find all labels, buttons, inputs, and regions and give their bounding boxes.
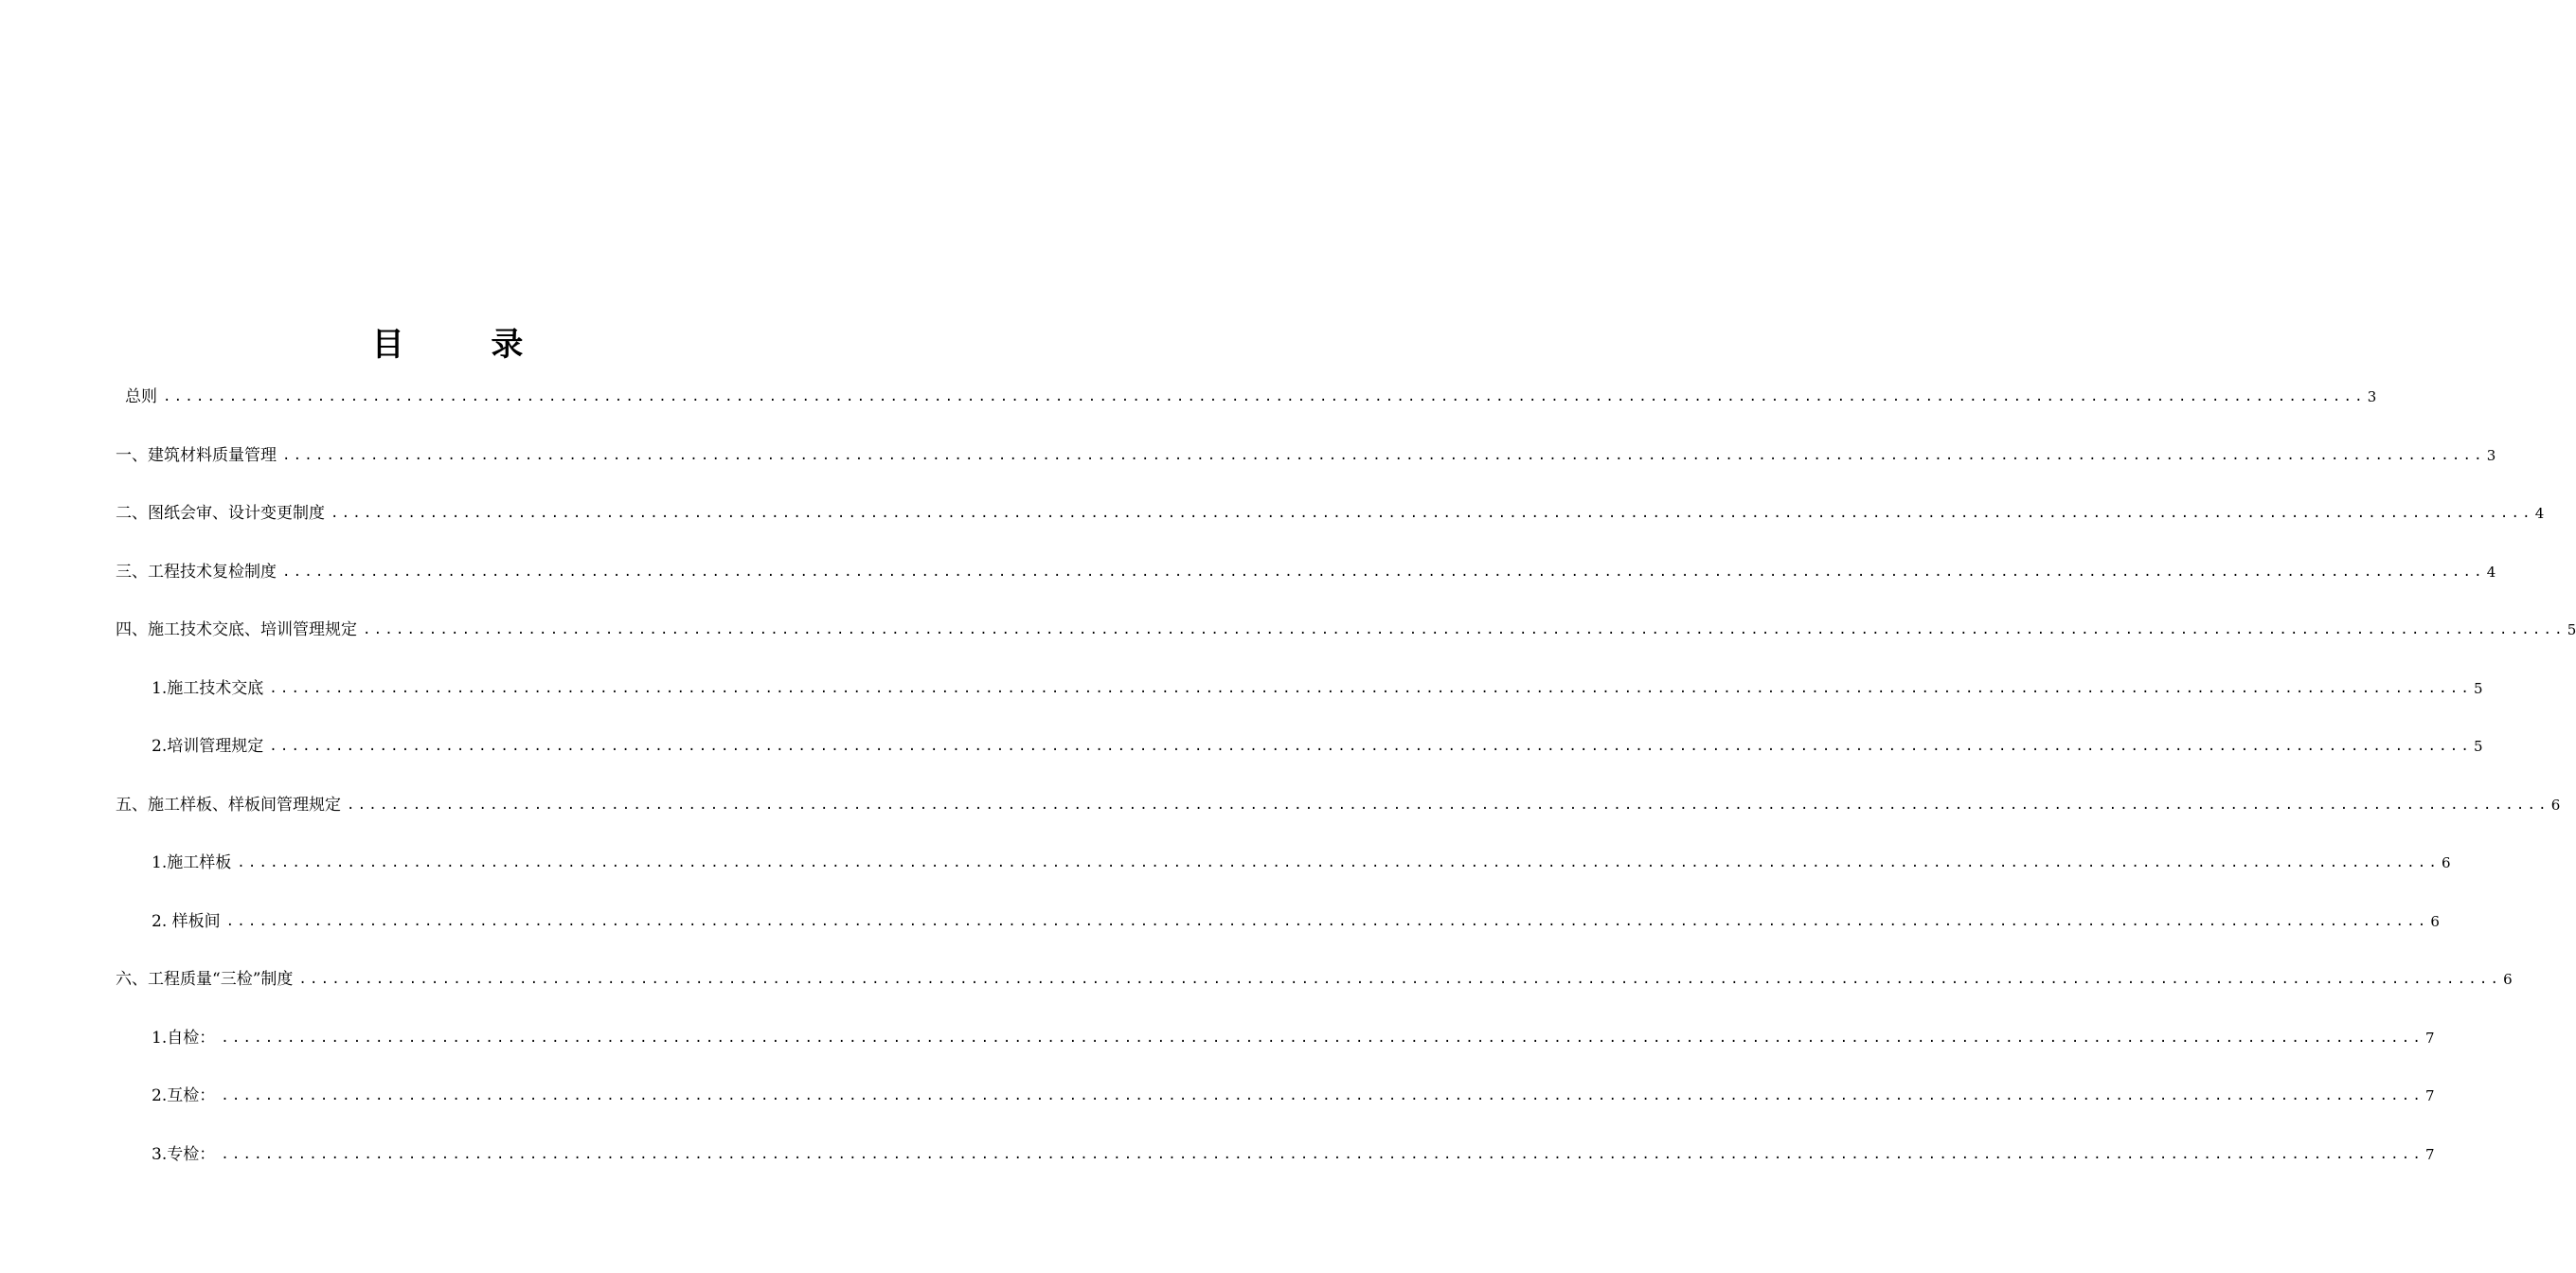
toc-entry-number: 六、 — [116, 970, 148, 989]
toc-entry[interactable] — [152, 1137, 2435, 1165]
toc-dot-leader: ........................................................................................................................................................................................................ — [347, 797, 2549, 813]
toc-entry-page-number: 7 — [2424, 1087, 2435, 1104]
toc-entry[interactable] — [152, 904, 2440, 932]
toc-entry-page-number: 3 — [2367, 388, 2377, 405]
toc-entry-number: 二、 — [116, 504, 148, 523]
toc-entry-number: 四、 — [116, 620, 148, 639]
toc-entry[interactable] — [116, 554, 2496, 583]
toc-dot-leader: ........................................................................................................................................................................................................ — [331, 506, 2533, 521]
toc-entry-page-number: 3 — [2486, 446, 2496, 464]
toc-entry[interactable] — [116, 438, 2496, 466]
toc-entry-page-number: 4 — [2534, 505, 2545, 522]
toc-dot-leader: ........................................................................................................................................................................................................ — [225, 913, 2429, 929]
toc-entry[interactable] — [125, 379, 2377, 407]
toc-entry-label: 施工技术交底、培训管理规定 — [148, 620, 357, 639]
toc-entry-page-number: 6 — [2430, 912, 2440, 930]
toc-dot-leader: ........................................................................................................................................................................................................ — [163, 389, 2366, 404]
toc-entry-label: 1.施工样板 — [152, 853, 232, 872]
toc-dot-leader: ........................................................................................................................................................................................................ — [282, 447, 2485, 463]
toc-entry-label: 图纸会审、设计变更制度 — [148, 504, 325, 523]
toc-entry-label: 3.专检： — [152, 1144, 216, 1164]
toc-entry[interactable] — [152, 845, 2451, 873]
toc-entry-label: 2.培训管理规定 — [152, 737, 264, 756]
toc-entry-page-number: 6 — [2441, 854, 2451, 871]
toc-title: 目 录 — [371, 326, 562, 364]
toc-entry-page-number: 5 — [2473, 679, 2483, 697]
toc-entry-label: 工程质量“三检”制度 — [148, 970, 294, 989]
toc-entry[interactable] — [152, 1020, 2435, 1049]
toc-entry[interactable] — [116, 495, 2545, 524]
toc-entry-page-number: 6 — [2550, 796, 2561, 814]
toc-entry-number: 一、 — [116, 445, 148, 465]
toc-dot-leader: ........................................................................................................................................................................................................ — [237, 855, 2440, 870]
toc-entry[interactable] — [116, 961, 2513, 990]
toc-entry-label: 1.施工技术交底 — [152, 678, 264, 698]
toc-entry-label: 建筑材料质量管理 — [148, 445, 277, 465]
toc-entry-page-number: 5 — [2567, 621, 2576, 638]
toc-entry[interactable] — [116, 787, 2561, 816]
toc-entry-page-number: 6 — [2503, 971, 2513, 988]
toc-entry-label: 2.互检： — [152, 1086, 216, 1105]
toc-entry-label: 工程技术复检制度 — [148, 562, 277, 582]
toc-dot-leader: ........................................................................................................................................................................................................ — [269, 680, 2472, 696]
toc-entry[interactable] — [152, 671, 2483, 699]
toc-entry-page-number: 7 — [2424, 1145, 2435, 1163]
toc-dot-leader: ........................................................................................................................................................................................................ — [363, 622, 2566, 637]
toc-entry-page-number: 7 — [2424, 1029, 2435, 1047]
toc-entry-label: 总则 — [125, 387, 157, 406]
toc-entry-page-number: 5 — [2473, 738, 2483, 755]
toc-entry-page-number: 4 — [2486, 563, 2496, 581]
toc-entry-number: 五、 — [116, 795, 148, 815]
toc-entry-label: 2. 样板间 — [152, 911, 221, 931]
toc-entry-label: 1.自检： — [152, 1028, 216, 1048]
toc-dot-leader: ........................................................................................................................................................................................................ — [221, 1030, 2424, 1046]
toc-dot-leader: ........................................................................................................................................................................................................ — [221, 1146, 2424, 1162]
toc-entry[interactable] — [116, 612, 2576, 640]
toc-dot-leader: ........................................................................................................................................................................................................ — [298, 972, 2502, 987]
toc-entry[interactable] — [152, 1078, 2435, 1106]
toc-entry-label: 施工样板、样板间管理规定 — [148, 795, 341, 815]
toc-dot-leader: ........................................................................................................................................................................................................ — [221, 1088, 2424, 1103]
toc-dot-leader: ........................................................................................................................................................................................................ — [282, 564, 2485, 580]
toc-dot-leader: ........................................................................................................................................................................................................ — [269, 739, 2472, 754]
toc-entry[interactable] — [152, 728, 2483, 757]
toc-entry-number: 三、 — [116, 562, 148, 582]
